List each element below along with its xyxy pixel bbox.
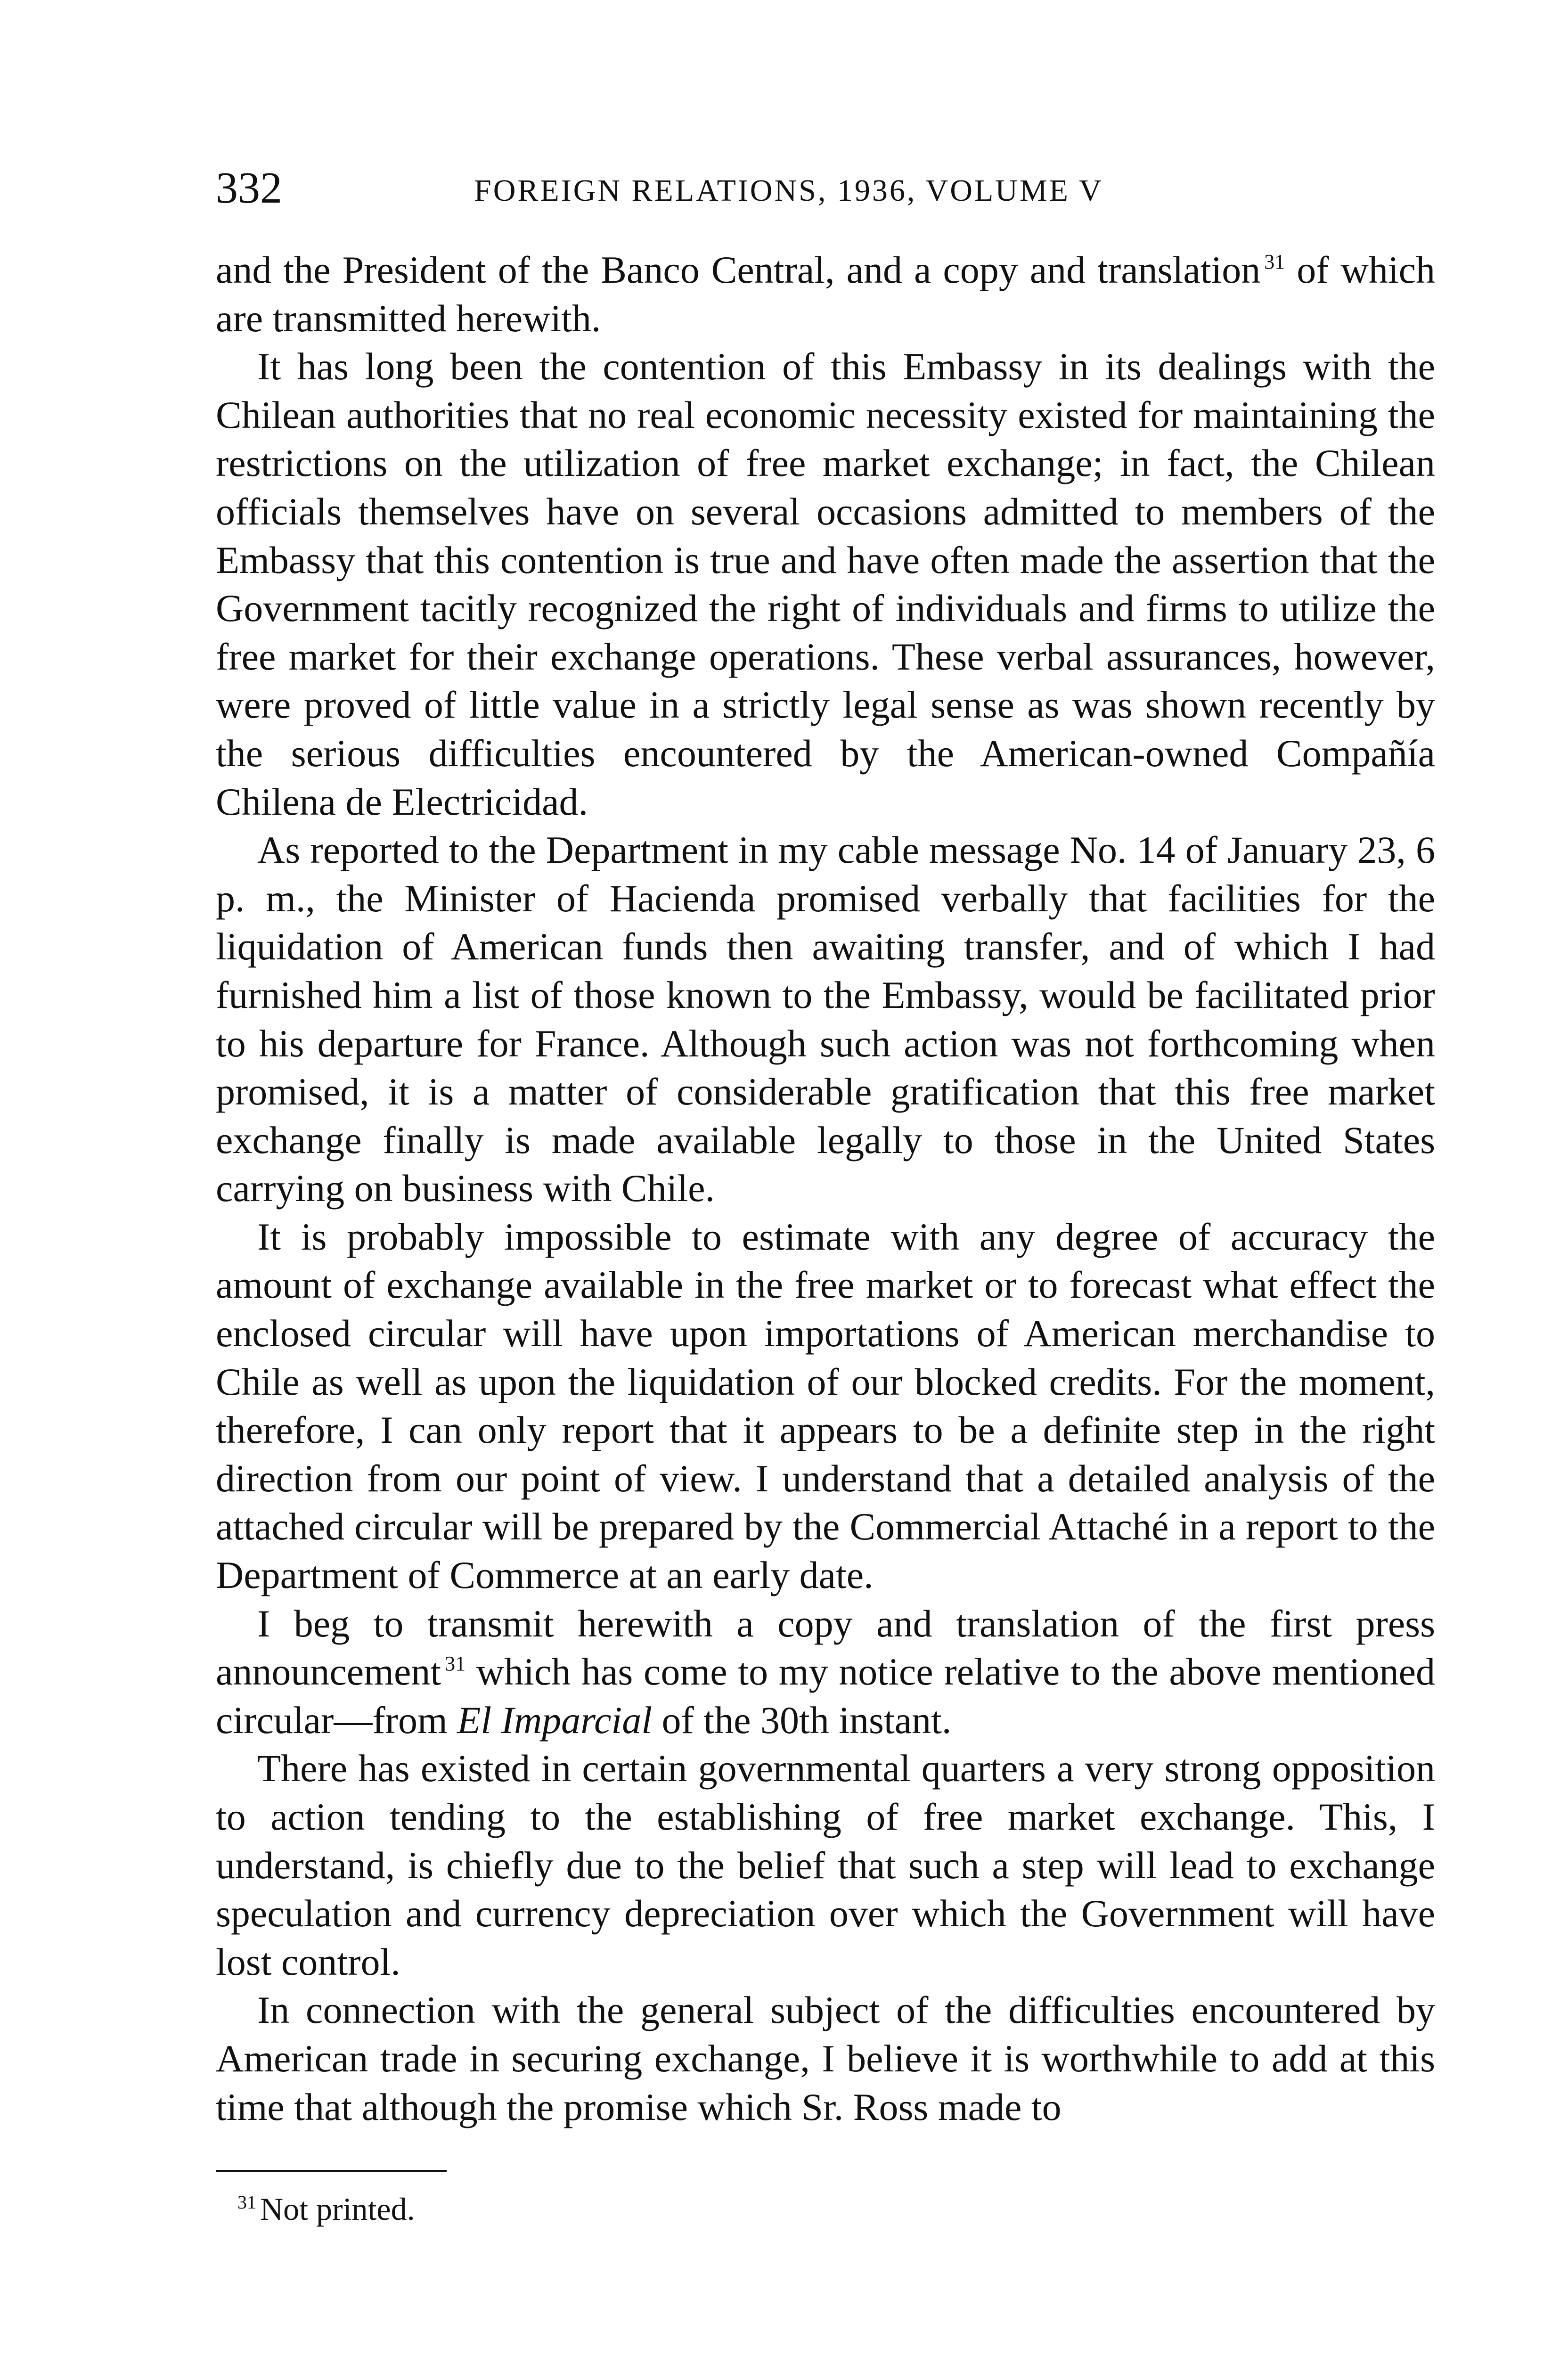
footnote-reference: 31 <box>1264 250 1285 273</box>
paragraph: As reported to the Department in my cable message No. 14 of January 23, 6 p. m., the Minister of Hacienda promised verbally that facilities for the liquidation of American funds then awaiting transfer, and of which I had furnished him a list of those known to the Embassy, would be facilitated prior to his departure for France. Although such action was not forthcoming when promised, it is a matter of considerable gratification that this free market exchange finally is made available legally to those in the United States carrying on business with Chile. <box>216 828 1435 1210</box>
paragraph <box>216 246 1435 343</box>
footnote-text: Not printed. <box>260 2191 415 2227</box>
paragraph-text: which has come to my notice relative to the above mentioned circular—from <box>216 1650 1435 1742</box>
page-header <box>216 166 1488 222</box>
body-text <box>216 246 1435 2131</box>
paragraph <box>216 1600 1435 1745</box>
footnote-divider <box>216 2170 447 2172</box>
paragraph: There has existed in certain governmental quarters a very strong opposition to action tending to the establishing of free market exchange. This, I understand, is chiefly due to the belief that such a step will lead to exchange speculation and currency depreciation over which the Government will have lost control. <box>216 1747 1435 1983</box>
running-head: FOREIGN RELATIONS, 1936, VOLUME V <box>474 173 1103 208</box>
footnote-marker: 31 <box>237 2192 256 2213</box>
footnote <box>237 2190 415 2229</box>
paragraph-text: I beg to transmit herewith a copy and translation of the first press announcement <box>216 1602 1435 1693</box>
paragraph-text: and the President of the Banco Central, and a copy and translation <box>216 248 1261 291</box>
page-number: 332 <box>216 164 282 213</box>
paragraph: It has long been the contention of this Embassy in its dealings with the Chilean authorities that no real economic necessity existed for maintaining the restrictions on the utilization of free market exchange; in fact, the Chilean officials themselves have on several occasions admitted to members of the Embassy that this contention is true and have often made the assertion that the Government tacitly recognized the right of individuals and firms to utilize the free market for their exchange operations. These verbal assurances, however, were proved of little value in a strictly legal sense as was shown recently by the serious difficulties encountered by the American-owned Compañía Chilena de Electricidad. <box>216 345 1435 823</box>
paragraph: In connection with the general subject of the difficulties encountered by American trade in securing exchange, I believe it is worthwhile to add at this time that although the promise which Sr. Ross made to <box>216 1988 1435 2128</box>
paragraph-text: of which are transmitted herewith. <box>216 248 1435 340</box>
paragraph-text: of the 30th instant. <box>662 1698 952 1742</box>
footnote-reference: 31 <box>445 1652 466 1676</box>
paragraph: It is probably impossible to estimate with any degree of accuracy the amount of exchange available in the free market or to forecast what effect the enclosed circular will have upon importations of American merchandise to Chile as well as upon the liquidation of our blocked credits. For the moment, therefore, I can only report that it appears to be a definite step in the right direction from our point of view. I understand that a detailed analysis of the attached circular will be prepared by the Commercial Attaché in a report to the Department of Commerce at an early date. <box>216 1215 1435 1597</box>
newspaper-title: El Imparcial <box>457 1698 652 1742</box>
